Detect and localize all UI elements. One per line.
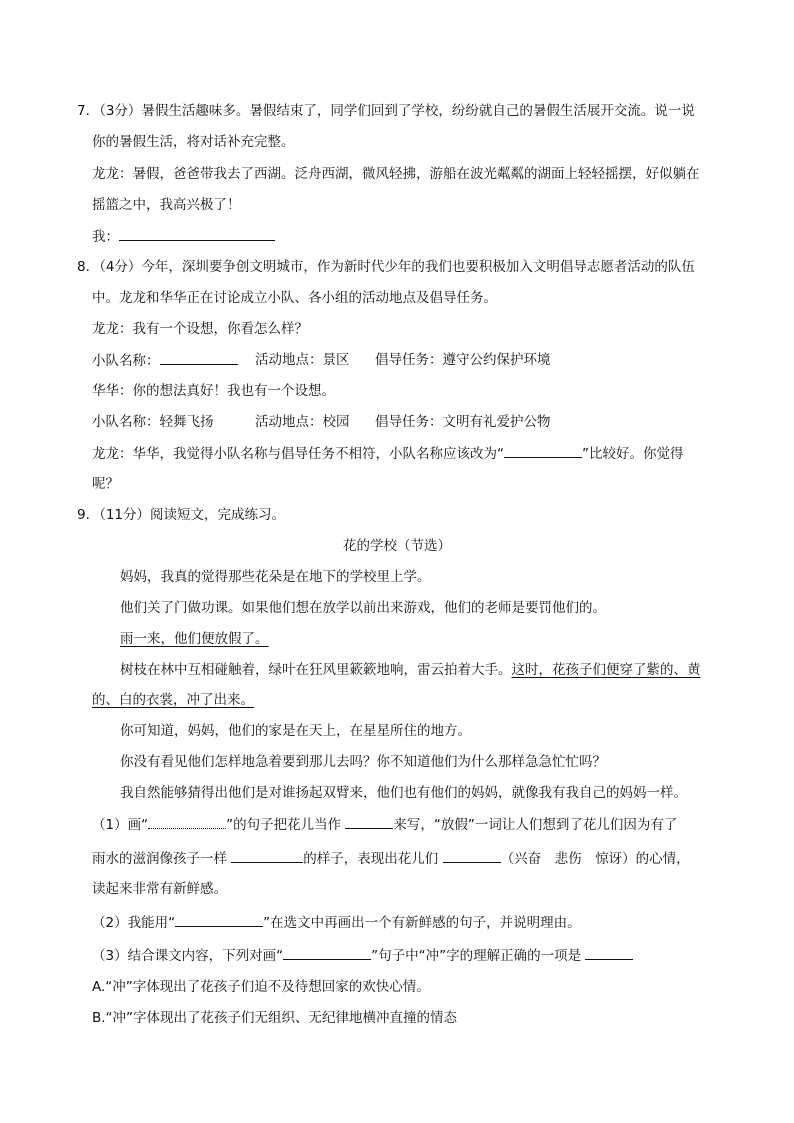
q9-sub1-wavy-mark	[148, 818, 226, 829]
q9-option-b: B.“冲”字体现出了花孩子们无组织、无纪律地横冲直撞的情态	[92, 1010, 458, 1026]
q9-sub1-b: ”的句子把花儿当作	[226, 817, 342, 833]
q9-sub3-b: ”句子中“冲”字的理解正确的一项是	[371, 948, 582, 964]
q7-answer-blank[interactable]	[119, 226, 275, 241]
q9-intro: 9．（11分）阅读短文，完成练习。	[77, 507, 286, 523]
q8-dialog-1: 龙龙：我有一个设想，你看怎么样？	[92, 321, 308, 337]
q9-sub2-line-mark	[175, 912, 263, 927]
passage-p2: 他们关了门做功课。如果他们想在放学以前出来游戏，他们的老师是要罚他们的。	[120, 600, 606, 616]
q9-sub1-f: （兴奋 悲伤 惊讶）的心情，	[500, 851, 690, 867]
passage-title: 花的学校（节选）	[343, 538, 451, 554]
q8-dialog-3-end: ”比较好。你觉得	[582, 446, 684, 462]
q7-me-label: 我：	[92, 229, 119, 245]
q8-line-2: 中。龙龙和华华正在讨论成立小队、各小组的活动地点及倡导任务。	[92, 290, 497, 306]
passage-p4-underlined: 这时，花孩子们便穿了紫的、黄	[511, 662, 701, 678]
q9-sub1-blank-1[interactable]	[345, 814, 393, 829]
q8-team1-name-blank[interactable]	[160, 350, 238, 365]
q7-dialog-longlong: 龙龙：暑假，爸爸带我去了西湖。泛舟西湖，微风轻拂，游船在波光粼粼的湖面上轻轻摇摆，好似躺在	[92, 166, 700, 182]
passage-p1: 妈妈，我真的觉得那些花朵是在地下的学校里上学。	[120, 569, 431, 585]
q9-sub3-answer-blank[interactable]	[585, 945, 633, 960]
passage-p4-cont-underlined: 的、白的衣裳，冲了出来。	[92, 692, 254, 708]
q9-sub2-b: ”在选文中再画出一个有新鲜感的句子，并说明理由。	[263, 915, 581, 931]
q9-sub3	[92, 945, 633, 966]
q8-team2-name: 小队名称：轻舞飞扬	[92, 414, 214, 430]
q9-sub1-blank-2[interactable]	[231, 848, 303, 863]
passage-p4-start: 树枝在林中互相碰触着，绿叶在狂风里簌簌地响，雷云拍着大手。	[120, 662, 512, 678]
q8-team1-name-label: 小队名称：	[92, 353, 160, 369]
q9-sub3-a: （3）结合课文内容，下列对画“	[92, 948, 284, 964]
q8-team2-place: 活动地点：校园	[255, 414, 350, 430]
q9-sub1-line3: 读起来非常有新鲜感。	[92, 881, 227, 897]
q7-line-1: 7．（3分）暑假生活趣味多。暑假结束了，同学们回到了学校，纷纷就自己的暑假生活展开交流。说一说	[77, 103, 695, 119]
q8-team2-task: 倡导任务：文明有礼爱护公物	[375, 414, 551, 430]
q8-dialog-3-start: 龙龙：华华，我觉得小队名称与倡导任务不相符，小队名称应该改为“	[92, 446, 504, 462]
passage-p4	[120, 660, 701, 680]
q8-team1-place: 活动地点：景区	[255, 352, 350, 368]
q8-dialog-3	[92, 443, 684, 464]
q8-dialog-3-cont: 呢？	[92, 476, 119, 492]
q9-sub1-blank-3[interactable]	[443, 848, 501, 863]
q7-dialog-longlong-cont: 摇篮之中，我高兴极了！	[92, 197, 241, 213]
q8-new-name-blank[interactable]	[504, 443, 582, 458]
q7-answer-row	[92, 226, 275, 247]
q8-line-1: 8．（4分）今年，深圳要争创文明城市，作为新时代少年的我们也要积极加入文明倡导志愿者活动的队伍	[77, 259, 695, 275]
q9-sub1-line1	[92, 814, 677, 835]
q8-dialog-2: 华华：你的想法真好！我也有一个设想。	[92, 383, 335, 399]
q9-option-a: A.“冲”字体现出了花孩子们迫不及待想回家的欢快心情。	[92, 979, 430, 995]
q9-sub2	[92, 912, 581, 933]
q7-line-2: 你的暑假生活，将对话补充完整。	[92, 134, 295, 150]
passage-p6: 你没有看见他们怎样地急着要到那儿去吗？你不知道他们为什么那样急急忙忙吗？	[120, 754, 606, 770]
passage-p7: 我自然能够猜得出他们是对谁扬起双臂来，他们也有他们的妈妈，就像我有我自己的妈妈一样。	[120, 785, 687, 801]
q9-sub2-a: （2）我能用“	[92, 915, 176, 931]
passage-p5: 你可知道，妈妈，他们的家是在天上，在星星所住的地方。	[120, 723, 471, 739]
passage-p3-underlined: 雨一来，他们便放假了。	[120, 631, 269, 647]
q9-sub1-line2	[92, 848, 690, 869]
q9-sub1-c: 来写，“放假”一词让人们想到了花儿们因为有了	[393, 817, 678, 833]
q9-sub3-line-mark	[283, 945, 371, 960]
q9-sub1-e: 的样子，表现出花儿们	[303, 851, 439, 867]
q8-team1-row	[92, 350, 238, 371]
q8-team1-task: 倡导任务：遵守公约保护环境	[375, 352, 551, 368]
q9-sub1-a: （1）画“	[92, 817, 149, 833]
q9-sub1-d: 雨水的滋润像孩子一样	[92, 851, 227, 867]
